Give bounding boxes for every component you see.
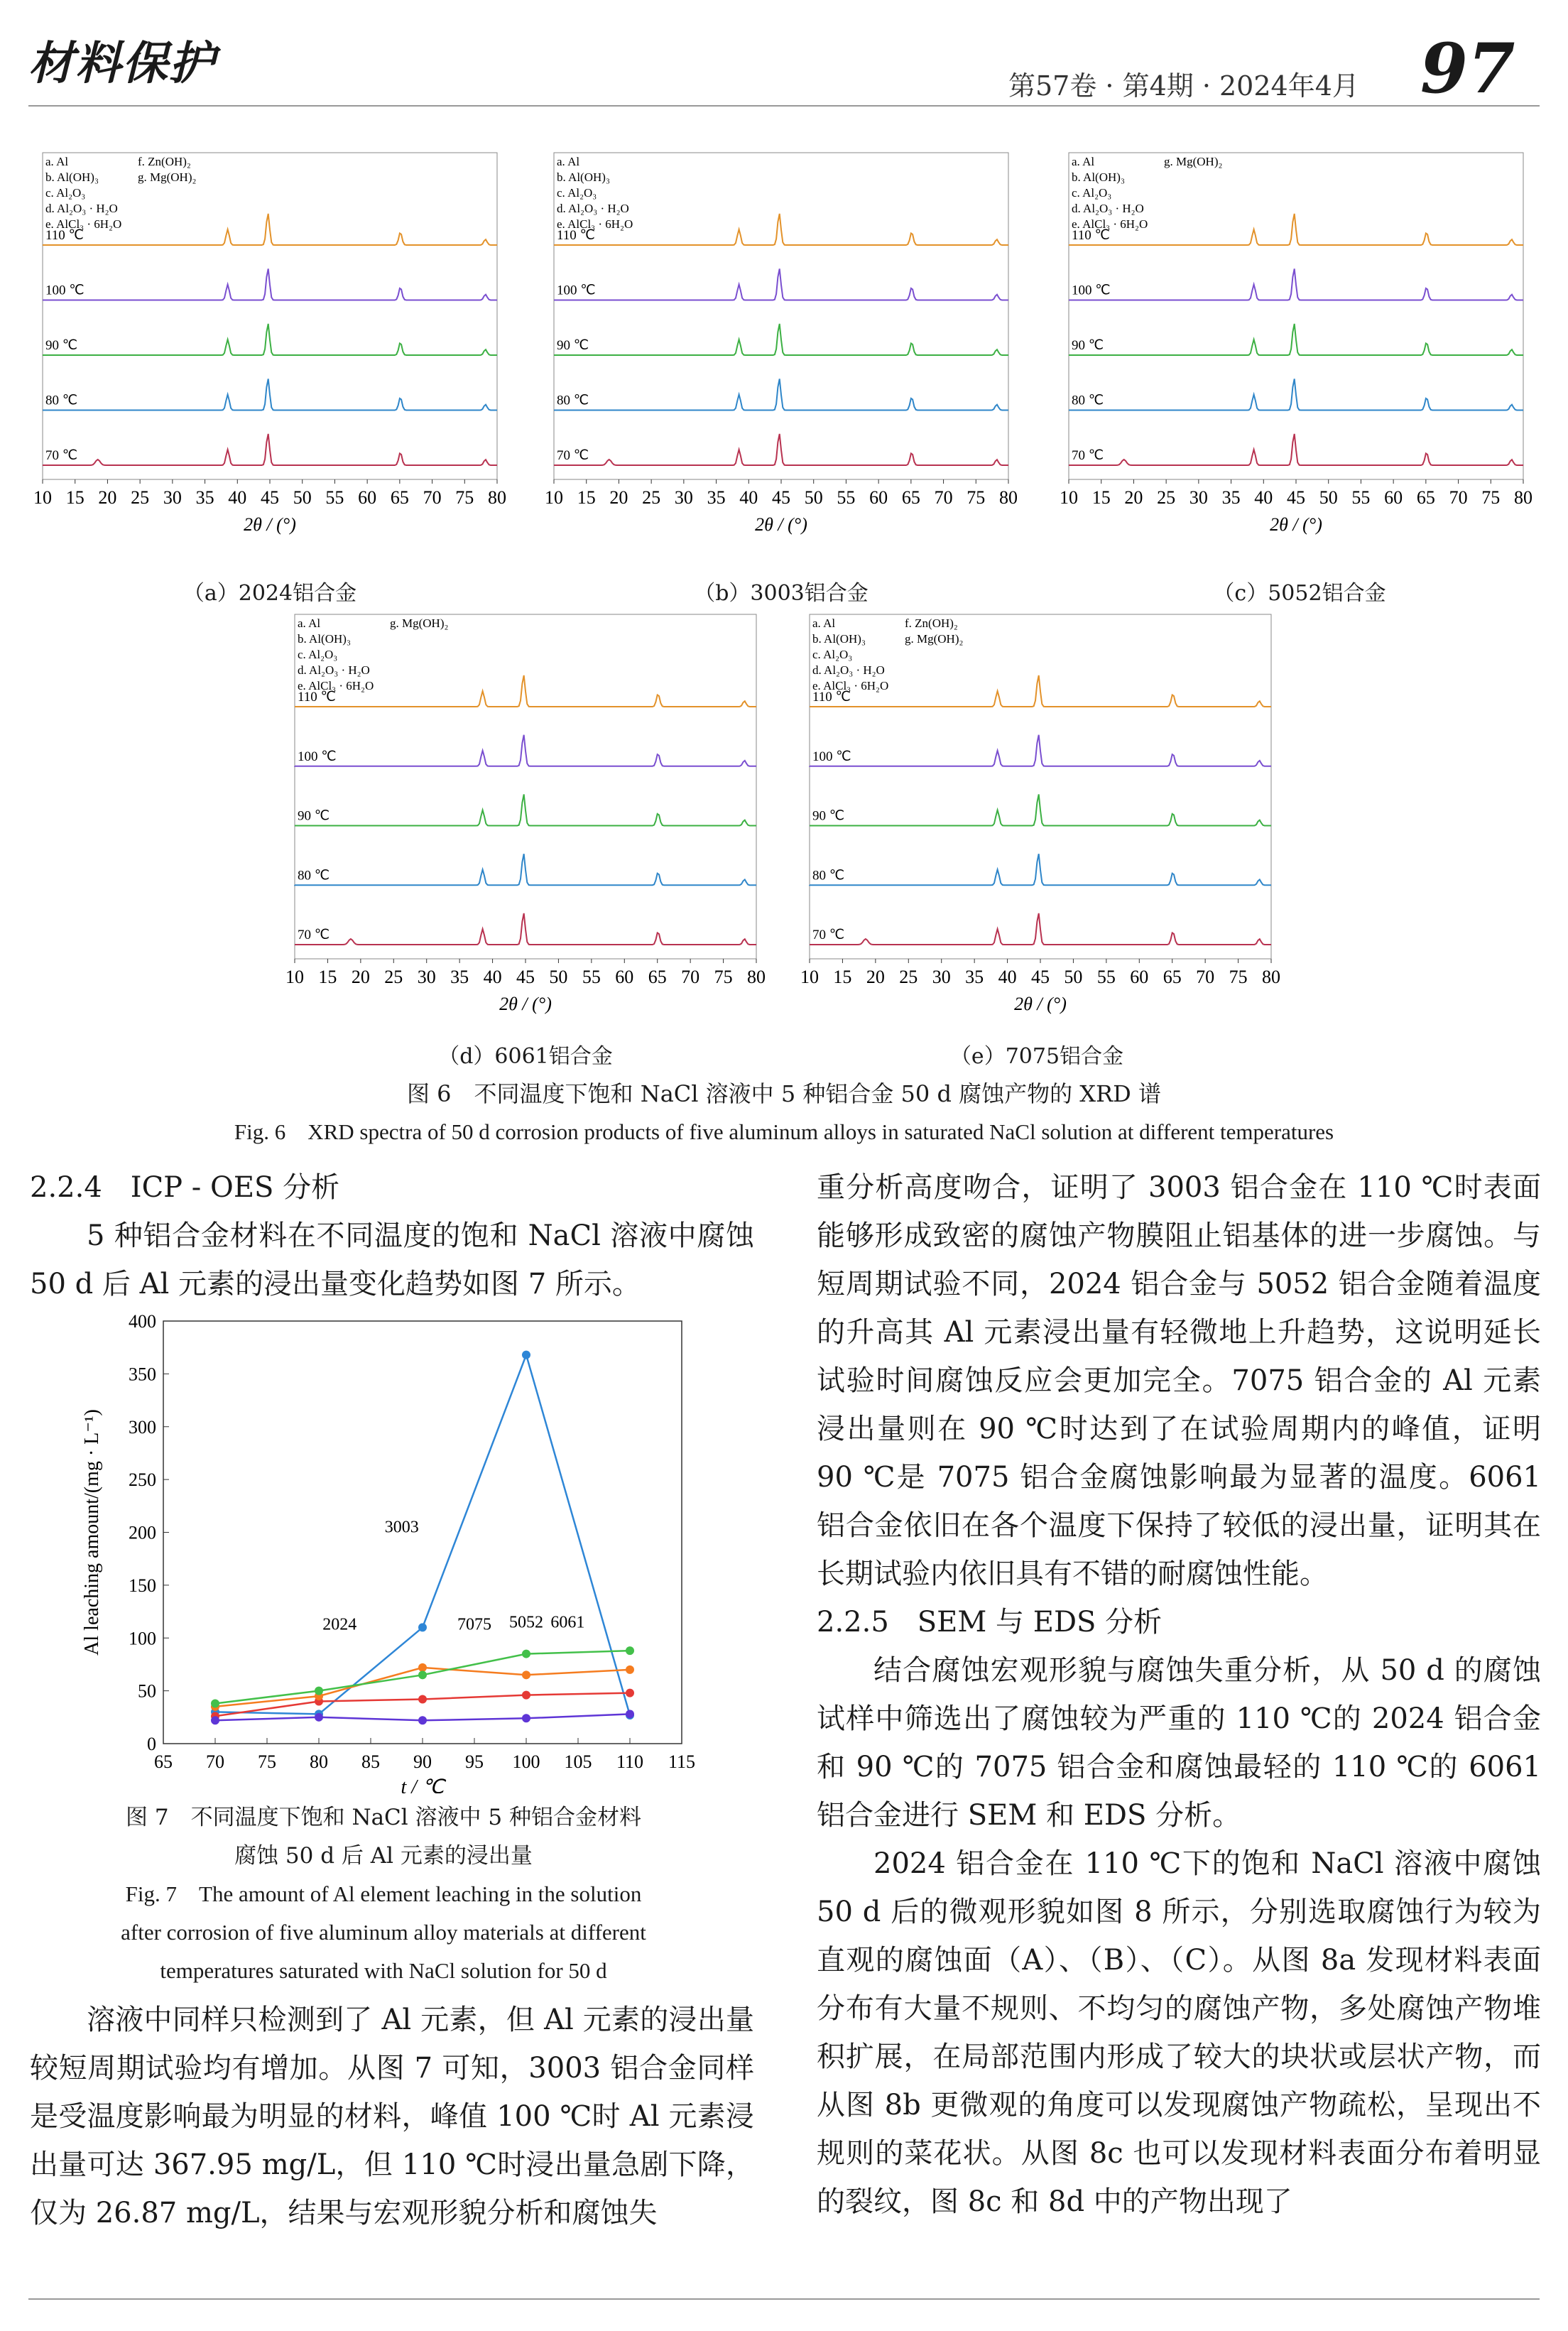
xrd-x-tick-label: 55 bbox=[1351, 487, 1371, 508]
xrd-x-tick-label: 40 bbox=[483, 967, 502, 987]
xrd-x-tick-label: 20 bbox=[1124, 487, 1143, 508]
xrd-spectrum-line bbox=[295, 854, 756, 885]
fig7-plot-frame bbox=[163, 1321, 682, 1744]
xrd-x-tick-label: 80 bbox=[747, 967, 766, 987]
xrd-x-tick-label: 70 bbox=[423, 487, 442, 508]
fig7-x-tick-label: 70 bbox=[206, 1751, 224, 1772]
section-2-2-4: 2.2.4 ICP - OES 分析 bbox=[30, 1171, 340, 1204]
right-paragraph-2: 结合腐蚀宏观形貌与腐蚀失重分析，从 50 d 的腐蚀试样中筛选出了腐蚀较为严重的 110 ℃的 2024 铝合金和 90 ℃的 7075 铝合金和腐蚀最轻的 110 ℃的 6061 铝合金进行 SEM 和 EDS 分析。 bbox=[817, 1654, 1541, 1832]
fig7-x-tick-label: 65 bbox=[154, 1751, 173, 1772]
xrd-x-tick-label: 20 bbox=[609, 487, 628, 508]
fig7-y-tick-label: 0 bbox=[147, 1734, 156, 1754]
xrd-legend-entry: f. Zn(OH)₂ bbox=[905, 616, 958, 630]
xrd-temp-label: 100 ℃ bbox=[812, 749, 851, 764]
xrd-x-tick-label: 65 bbox=[390, 487, 409, 508]
xrd-x-tick-label: 15 bbox=[833, 967, 852, 987]
fig7-data-point bbox=[315, 1687, 323, 1695]
fig7-caption-en-2: after corrosion of five aluminum alloy materials at different bbox=[121, 1920, 646, 1945]
left-paragraph-1: 5 种铝合金材料在不同温度的饱和 NaCl 溶液中腐蚀 50 d 后 Al 元素的浸出量变化趋势如图 7 所示。 bbox=[30, 1219, 754, 1300]
xrd-legend-entry: g. Mg(OH)₂ bbox=[138, 170, 197, 184]
xrd-x-tick-label: 35 bbox=[195, 487, 214, 508]
xrd-x-tick-label: 35 bbox=[707, 487, 726, 508]
fig7-series-label: 6061 bbox=[550, 1613, 585, 1632]
xrd-x-tick-label: 30 bbox=[932, 967, 951, 987]
xrd-x-tick-label: 15 bbox=[1091, 487, 1111, 508]
xrd-legend-entry: b. Al(OH)₃ bbox=[1072, 170, 1125, 184]
xrd-x-tick-label: 30 bbox=[1189, 487, 1208, 508]
xrd-caption-a: （a）2024铝合金 bbox=[183, 581, 357, 606]
xrd-legend-entry: d. Al₂O₃ · H₂O bbox=[45, 202, 118, 215]
xrd-legend-entry: e. AlCl₃ · 6H₂O bbox=[557, 217, 633, 231]
fig7-data-point bbox=[418, 1695, 427, 1704]
fig7-series-label: 7075 bbox=[457, 1615, 491, 1634]
fig7-y-tick-label: 300 bbox=[129, 1416, 156, 1438]
right-paragraph-3: 2024 铝合金在 110 ℃下的饱和 NaCl 溶液中腐蚀 50 d 后的微观形貌如图 8 所示，分别选取腐蚀行为较为直观的腐蚀面（A）、（B）、（C）。从图 8a 发现材料表面分布有大量不规则、不均匀的腐蚀产物，多处腐蚀产物堆积扩展，在局部范围内形成了较大的块状或层状产物，而从图 8b 更微观的角度可以发现腐蚀产物疏松，呈现出不规则的菜花状。从图 8c 也可以发现材料表面分布着明显的裂纹，图 8c 和 8d 中的产物出现了 bbox=[817, 1847, 1541, 2218]
xrd-legend-entry: e. AlCl₃ · 6H₂O bbox=[1072, 217, 1148, 231]
xrd-spectrum-line bbox=[554, 379, 1008, 410]
xrd-x-tick-label: 50 bbox=[1064, 967, 1083, 987]
xrd-x-tick-label: 35 bbox=[1221, 487, 1241, 508]
xrd-temp-label: 100 ℃ bbox=[557, 283, 596, 298]
fig7-y-tick-label: 350 bbox=[129, 1364, 156, 1385]
xrd-x-tick-label: 55 bbox=[582, 967, 601, 987]
xrd-spectrum-line bbox=[810, 794, 1271, 825]
xrd-x-tick-label: 70 bbox=[1196, 967, 1215, 987]
xrd-x-tick-label: 80 bbox=[1514, 487, 1532, 508]
right-column bbox=[817, 1163, 1541, 2226]
xrd-legend-entry: d. Al₂O₃ · H₂O bbox=[1072, 202, 1144, 215]
xrd-legend-entry: a. Al bbox=[812, 616, 836, 630]
left-column-bottom bbox=[30, 1996, 754, 2237]
xrd-x-tick-label: 50 bbox=[549, 967, 568, 987]
xrd-x-tick-label: 75 bbox=[1229, 967, 1248, 987]
xrd-legend-entry: c. Al₂O₃ bbox=[812, 648, 853, 661]
fig7-x-tick-label: 75 bbox=[258, 1751, 276, 1772]
fig7-y-tick-label: 400 bbox=[129, 1311, 156, 1332]
fig7-caption-en-1: Fig. 7 The amount of Al element leaching in the solution bbox=[125, 1881, 642, 1906]
xrd-x-tick-label: 80 bbox=[999, 487, 1018, 508]
xrd-x-tick-label: 30 bbox=[163, 487, 182, 508]
xrd-panel-e bbox=[795, 600, 1285, 1037]
xrd-x-tick-label: 75 bbox=[967, 487, 986, 508]
xrd-x-tick-label: 40 bbox=[228, 487, 247, 508]
xrd-legend-entry: f. Zn(OH)₂ bbox=[138, 155, 191, 168]
xrd-caption-b: （b）3003铝合金 bbox=[694, 581, 869, 606]
xrd-caption-e: （e）7075铝合金 bbox=[949, 1044, 1124, 1069]
fig6-caption-cn: 图 6 不同温度下饱和 NaCl 溶液中 5 种铝合金 50 d 腐蚀产物的 XRD 谱 bbox=[407, 1080, 1161, 1107]
right-paragraph-1: 重分析高度吻合，证明了 3003 铝合金在 110 ℃时表面能够形成致密的腐蚀产物膜阻止铝基体的进一步腐蚀。与短周期试验不同，2024 铝合金与 5052 铝合金随着温度的升高其 Al 元素浸出量有轻微地上升趋势，这说明延长试验时间腐蚀反应会更加完全。7075 铝合金的 Al 元素浸出量则在 90 ℃时达到了在试验周期内的峰值，证明 90 ℃是 7075 铝合金腐蚀影响最为显著的温度。6061 铝合金依旧在各个温度下保持了较低的浸出量，证明其在长期试验内依旧具有不错的耐腐蚀性能。 bbox=[817, 1171, 1541, 1590]
xrd-legend-entry: g. Mg(OH)₂ bbox=[905, 632, 964, 646]
xrd-x-tick-label: 10 bbox=[545, 487, 563, 508]
xrd-temp-label: 90 ℃ bbox=[45, 338, 78, 353]
xrd-x-tick-label: 45 bbox=[516, 967, 535, 987]
fig7-data-point bbox=[522, 1650, 530, 1658]
xrd-temp-label: 100 ℃ bbox=[298, 749, 337, 764]
fig7-y-tick-label: 50 bbox=[138, 1680, 156, 1702]
fig7-x-tick-label: 100 bbox=[512, 1751, 540, 1772]
xrd-x-tick-label: 45 bbox=[1031, 967, 1050, 987]
fig7-caption-cn-2: 腐蚀 50 d 后 Al 元素的浸出量 bbox=[234, 1843, 533, 1869]
fig7-caption-cn-1: 图 7 不同温度下饱和 NaCl 溶液中 5 种铝合金材料 bbox=[126, 1805, 641, 1830]
xrd-x-tick-label: 15 bbox=[65, 487, 85, 508]
xrd-x-tick-label: 25 bbox=[642, 487, 661, 508]
xrd-spectrum-line bbox=[1069, 379, 1523, 410]
fig7-y-axis-label: Al leaching amount/(mg · L⁻¹) bbox=[81, 1409, 103, 1656]
fig7-x-tick-label: 115 bbox=[668, 1751, 696, 1772]
xrd-x-tick-label: 65 bbox=[901, 487, 920, 508]
xrd-x-tick-label: 55 bbox=[325, 487, 344, 508]
xrd-spectrum-line bbox=[295, 794, 756, 825]
fig7-y-tick-label: 200 bbox=[129, 1522, 156, 1543]
xrd-x-tick-label: 30 bbox=[674, 487, 693, 508]
xrd-x-tick-label: 70 bbox=[681, 967, 700, 987]
xrd-legend-entry: e. AlCl₃ · 6H₂O bbox=[45, 217, 122, 231]
xrd-x-tick-label: 10 bbox=[800, 967, 819, 987]
fig7-y-tick-label: 250 bbox=[129, 1469, 156, 1491]
xrd-spectrum-line bbox=[295, 735, 756, 766]
xrd-temp-label: 70 ℃ bbox=[1072, 448, 1104, 463]
xrd-spectrum-line bbox=[810, 913, 1271, 945]
xrd-temp-label: 100 ℃ bbox=[45, 283, 85, 298]
xrd-x-tick-label: 45 bbox=[261, 487, 279, 508]
xrd-legend-entry: d. Al₂O₃ · H₂O bbox=[812, 663, 885, 677]
fig7-data-point bbox=[522, 1714, 530, 1722]
xrd-legend-entry: b. Al(OH)₃ bbox=[812, 632, 866, 646]
xrd-x-tick-label: 65 bbox=[648, 967, 667, 987]
xrd-legend-entry: b. Al(OH)₃ bbox=[45, 170, 99, 184]
fig7-data-point bbox=[626, 1710, 634, 1718]
fig7-series-label: 5052 bbox=[509, 1613, 543, 1632]
xrd-x-tick-label: 60 bbox=[1384, 487, 1403, 508]
xrd-spectrum-line bbox=[1069, 268, 1523, 300]
xrd-temp-label: 90 ℃ bbox=[557, 338, 589, 353]
xrd-x-tick-label: 80 bbox=[1262, 967, 1280, 987]
xrd-spectrum-line bbox=[43, 268, 497, 300]
xrd-legend-entry: a. Al bbox=[557, 155, 580, 168]
xrd-legend-entry: g. Mg(OH)₂ bbox=[390, 616, 449, 630]
fig7-data-point bbox=[418, 1663, 427, 1672]
xrd-x-tick-label: 75 bbox=[714, 967, 733, 987]
xrd-temp-label: 70 ℃ bbox=[812, 928, 845, 942]
xrd-axis-label: 2θ / (°) bbox=[755, 514, 807, 535]
xrd-spectrum-line bbox=[1069, 434, 1523, 465]
xrd-spectrum-line bbox=[1069, 324, 1523, 355]
fig7-data-point bbox=[211, 1699, 219, 1707]
xrd-x-tick-label: 10 bbox=[33, 487, 52, 508]
xrd-temp-label: 80 ℃ bbox=[1072, 393, 1104, 408]
xrd-x-tick-label: 20 bbox=[98, 487, 117, 508]
xrd-x-tick-label: 25 bbox=[899, 967, 918, 987]
xrd-x-tick-label: 25 bbox=[384, 967, 403, 987]
fig7-data-point bbox=[418, 1716, 427, 1724]
xrd-x-tick-label: 25 bbox=[131, 487, 150, 508]
xrd-temp-label: 80 ℃ bbox=[812, 868, 845, 884]
xrd-temp-label: 90 ℃ bbox=[298, 808, 330, 824]
xrd-x-tick-label: 20 bbox=[866, 967, 885, 987]
xrd-x-tick-label: 75 bbox=[455, 487, 474, 508]
fig7-x-axis-label: t / ℃ bbox=[401, 1776, 445, 1793]
xrd-x-tick-label: 45 bbox=[1287, 487, 1305, 508]
fig6-caption-en: Fig. 6 XRD spectra of 50 d corrosion products of five aluminum alloys in saturated NaCl solution at different temperatures bbox=[234, 1119, 1334, 1144]
xrd-x-tick-label: 15 bbox=[577, 487, 596, 508]
xrd-temp-label: 110 ℃ bbox=[557, 228, 595, 243]
fig7-data-point bbox=[626, 1646, 634, 1655]
xrd-x-tick-label: 20 bbox=[351, 967, 370, 987]
xrd-x-tick-label: 70 bbox=[934, 487, 953, 508]
xrd-temp-label: 110 ℃ bbox=[1072, 228, 1110, 243]
xrd-axis-label: 2θ / (°) bbox=[1270, 514, 1322, 535]
xrd-temp-label: 80 ℃ bbox=[557, 393, 589, 408]
xrd-legend-entry: a. Al bbox=[298, 616, 321, 630]
xrd-x-tick-label: 60 bbox=[1130, 967, 1149, 987]
fig7-caption-en-3: temperatures saturated with NaCl solution for 50 d bbox=[160, 1958, 607, 1983]
left-column-top bbox=[30, 1163, 754, 1308]
xrd-temp-label: 70 ℃ bbox=[45, 448, 78, 463]
xrd-x-tick-label: 30 bbox=[417, 967, 436, 987]
fig7-data-point bbox=[211, 1716, 219, 1724]
xrd-x-tick-label: 10 bbox=[285, 967, 304, 987]
xrd-x-tick-label: 45 bbox=[772, 487, 790, 508]
xrd-x-tick-label: 50 bbox=[804, 487, 823, 508]
xrd-temp-label: 110 ℃ bbox=[45, 228, 84, 243]
xrd-axis-label: 2θ / (°) bbox=[1014, 994, 1067, 1014]
xrd-legend-entry: d. Al₂O₃ · H₂O bbox=[557, 202, 629, 215]
fig7-series-line bbox=[215, 1355, 630, 1715]
fig7-x-tick-label: 95 bbox=[465, 1751, 484, 1772]
fig7-data-point bbox=[522, 1670, 530, 1679]
xrd-x-tick-label: 50 bbox=[293, 487, 312, 508]
xrd-x-tick-label: 80 bbox=[488, 487, 506, 508]
xrd-x-tick-label: 55 bbox=[1096, 967, 1116, 987]
xrd-spectrum-line bbox=[43, 379, 497, 410]
xrd-x-tick-label: 25 bbox=[1157, 487, 1176, 508]
xrd-x-tick-label: 60 bbox=[358, 487, 377, 508]
xrd-panel-a bbox=[28, 138, 511, 558]
xrd-spectrum-line bbox=[554, 268, 1008, 300]
xrd-legend-entry: a. Al bbox=[45, 155, 69, 168]
xrd-x-tick-label: 60 bbox=[615, 967, 634, 987]
xrd-temp-label: 80 ℃ bbox=[298, 868, 330, 884]
xrd-legend-entry: c. Al₂O₃ bbox=[557, 186, 597, 200]
xrd-legend-entry: c. Al₂O₃ bbox=[45, 186, 86, 200]
xrd-panel-d bbox=[281, 600, 771, 1037]
fig7-caption bbox=[43, 1798, 724, 1990]
fig7-data-point bbox=[418, 1623, 427, 1631]
section-2-2-5: 2.2.5 SEM 与 EDS 分析 bbox=[817, 1606, 1163, 1639]
xrd-temp-label: 90 ℃ bbox=[1072, 338, 1104, 353]
xrd-x-tick-label: 15 bbox=[318, 967, 337, 987]
xrd-x-tick-label: 35 bbox=[450, 967, 469, 987]
xrd-x-tick-label: 55 bbox=[837, 487, 856, 508]
xrd-spectrum-line bbox=[554, 324, 1008, 355]
xrd-temp-label: 110 ℃ bbox=[298, 690, 336, 705]
fig7-x-tick-label: 90 bbox=[413, 1751, 432, 1772]
xrd-spectrum-line bbox=[295, 913, 756, 945]
xrd-x-tick-label: 40 bbox=[1254, 487, 1273, 508]
xrd-legend-entry: c. Al₂O₃ bbox=[298, 648, 338, 661]
xrd-temp-label: 100 ℃ bbox=[1072, 283, 1111, 298]
xrd-x-tick-label: 60 bbox=[869, 487, 888, 508]
xrd-temp-label: 80 ℃ bbox=[45, 393, 78, 408]
fig7-data-point bbox=[626, 1666, 634, 1674]
xrd-spectrum-line bbox=[554, 434, 1008, 465]
issue-info: 第57卷 · 第4期 · 2024年4月 bbox=[1008, 70, 1359, 102]
xrd-panel-b bbox=[540, 138, 1023, 558]
xrd-x-tick-label: 10 bbox=[1060, 487, 1078, 508]
fig7-y-tick-label: 150 bbox=[129, 1575, 156, 1596]
header-rule bbox=[28, 105, 1540, 107]
fig7-data-point bbox=[315, 1713, 323, 1722]
xrd-legend-entry: e. AlCl₃ · 6H₂O bbox=[298, 679, 374, 692]
xrd-spectrum-line bbox=[810, 735, 1271, 766]
xrd-legend-entry: b. Al(OH)₃ bbox=[557, 170, 610, 184]
xrd-spectrum-line bbox=[43, 434, 497, 465]
fig7-data-point bbox=[522, 1351, 530, 1359]
xrd-x-tick-label: 50 bbox=[1319, 487, 1338, 508]
xrd-x-tick-label: 65 bbox=[1163, 967, 1182, 987]
xrd-panel-c bbox=[1055, 138, 1537, 558]
xrd-legend-entry: g. Mg(OH)₂ bbox=[1164, 155, 1223, 168]
xrd-legend-entry: b. Al(OH)₃ bbox=[298, 632, 351, 646]
journal-logo: 材料保护 bbox=[28, 37, 216, 90]
fig7-y-tick-label: 100 bbox=[129, 1628, 156, 1649]
fig7-data-point bbox=[626, 1689, 634, 1697]
xrd-legend-entry: a. Al bbox=[1072, 155, 1095, 168]
fig7-data-point bbox=[522, 1691, 530, 1700]
fig7-data-point bbox=[418, 1670, 427, 1679]
xrd-temp-label: 110 ℃ bbox=[812, 690, 851, 705]
fig7-x-tick-label: 105 bbox=[564, 1751, 592, 1772]
xrd-caption-d: （d）6061铝合金 bbox=[438, 1044, 613, 1069]
page-number: 97 bbox=[1420, 28, 1515, 109]
footer-rule bbox=[28, 2298, 1540, 2300]
xrd-x-tick-label: 65 bbox=[1416, 487, 1435, 508]
fig7-x-tick-label: 110 bbox=[616, 1751, 644, 1772]
xrd-x-tick-label: 70 bbox=[1449, 487, 1468, 508]
fig7-x-tick-label: 80 bbox=[310, 1751, 328, 1772]
xrd-x-tick-label: 35 bbox=[965, 967, 984, 987]
fig7-series-label: 3003 bbox=[384, 1518, 419, 1537]
xrd-caption-c: （c）5052铝合金 bbox=[1213, 581, 1386, 606]
xrd-axis-label: 2θ / (°) bbox=[244, 514, 296, 535]
fig7-chart bbox=[64, 1303, 731, 1793]
xrd-axis-label: 2θ / (°) bbox=[499, 994, 552, 1014]
xrd-temp-label: 90 ℃ bbox=[812, 808, 845, 824]
xrd-x-tick-label: 75 bbox=[1481, 487, 1501, 508]
fig7-series-label: 2024 bbox=[322, 1615, 357, 1634]
xrd-legend-entry: c. Al₂O₃ bbox=[1072, 186, 1112, 200]
fig7-x-tick-label: 85 bbox=[361, 1751, 380, 1772]
xrd-temp-label: 70 ℃ bbox=[298, 928, 330, 942]
xrd-x-tick-label: 40 bbox=[739, 487, 758, 508]
xrd-spectrum-line bbox=[43, 324, 497, 355]
xrd-spectrum-line bbox=[810, 854, 1271, 885]
xrd-x-tick-label: 40 bbox=[998, 967, 1017, 987]
left-paragraph-2: 溶液中同样只检测到了 Al 元素，但 Al 元素的浸出量较短周期试验均有增加。从图 7 可知，3003 铝合金同样是受温度影响最为明显的材料，峰值 100 ℃时 Al 元素浸出量可达 367.95 mg/L，但 110 ℃时浸出量急剧下降，仅为 26.87 mg/L，结果与宏观形貌分析和腐蚀失 bbox=[30, 2004, 754, 2229]
xrd-legend-entry: e. AlCl₃ · 6H₂O bbox=[812, 679, 889, 692]
xrd-legend-entry: d. Al₂O₃ · H₂O bbox=[298, 663, 370, 677]
xrd-temp-label: 70 ℃ bbox=[557, 448, 589, 463]
